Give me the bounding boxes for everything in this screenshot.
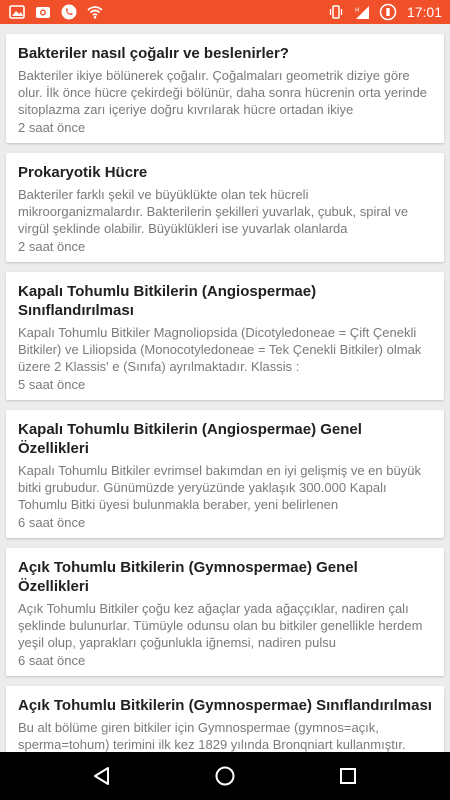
article-time: 6 saat önce: [18, 653, 86, 668]
svg-text:H: H: [354, 7, 360, 14]
article-excerpt: Bakteriler ikiye bölünerek çoğalır. Çoğalmaları geometrik diziye göre olur. İlk önce hücre çekirdeği bölünür, daha sonra hücrenin orta yerinde sitoplazma zarı içeriye doğru kıvrılarak hücre ortadan ikiye: [18, 68, 428, 117]
article-card[interactable]: [6, 153, 444, 262]
phone-icon: [60, 3, 78, 21]
camera-icon: [34, 3, 52, 21]
article-excerpt: Kapalı Tohumlu Bitkiler evrimsel bakımdan en iyi gelişmiş ve en büyük bitki grubudur. Günümüzde yeryüzünde yaklaşık 300.000 Kapalı Tohumlu Bitki üyesi bulunmakla beraber, yeni belirlenen: [18, 463, 421, 512]
article-excerpt: Açık Tohumlu Bitkiler çoğu kez ağaçlar yada ağaççıklar, nadiren çalı şeklinde bulunurlar. Tümüyle odunsu olan bu bitkiler genellikle herdem yeşil olup, yaprakları çoğunlukla iğnemsi, nadiren pulsu: [18, 601, 423, 650]
notification-icons: [8, 3, 104, 21]
article-title: Kapalı Tohumlu Bitkilerin (Angiospermae) Sınıflandırılması: [18, 283, 317, 319]
battery-icon: [379, 3, 397, 21]
article-title: Kapalı Tohumlu Bitkilerin (Angiospermae) Genel Özellikleri: [18, 421, 362, 457]
back-icon: [91, 765, 113, 787]
article-excerpt: Bakteriler farklı şekil ve büyüklükte olan tek hücreli mikroorganizmalardır. Bakterilerin şekilleri yuvarlak, çubuk, spiral ve virgül şeklinde olabilir. Büyüklükleri ise yuvarlak olanlarda: [18, 187, 409, 236]
recents-icon: [337, 765, 359, 787]
article-time: 6 saat önce: [18, 515, 86, 530]
article-title: Prokaryotik Hücre: [18, 164, 148, 181]
clock: 17:01: [406, 4, 442, 20]
article-excerpt: Kapalı Tohumlu Bitkiler Magnoliopsida (Dicotyledoneae = Çift Çenekli Bitkiler) ve Liliopsida (Monocotyledoneae = Tek Çenekli Bitkiler) olmak üzere 2 Klassis' e (Sınıfa) ayrılmaktadır. Klassis :: [18, 325, 422, 374]
article-card[interactable]: [6, 410, 444, 538]
home-button[interactable]: [201, 752, 249, 800]
signal-icon: [353, 3, 371, 21]
system-icons: [327, 3, 442, 21]
home-icon: [214, 765, 236, 787]
article-time: 5 saat önce: [18, 377, 86, 392]
status-bar: [0, 0, 450, 24]
image-icon: [8, 3, 26, 21]
article-excerpt: Bu alt bölüme giren bitkiler için Gymnospermae (gymnos=açık, sperma=tohum) terimini ilk kez 1829 yılında Bronqniart kullanmıştır.: [18, 720, 406, 752]
article-feed[interactable]: [0, 24, 450, 752]
navigation-bar: [0, 752, 450, 800]
article-card[interactable]: [6, 548, 444, 676]
article-card[interactable]: [6, 34, 444, 143]
recents-button[interactable]: [324, 752, 372, 800]
article-card[interactable]: [6, 272, 444, 400]
article-time: 2 saat önce: [18, 120, 86, 135]
article-title: Bakteriler nasıl çoğalır ve beslenirler?: [18, 45, 289, 62]
wifi-icon: [86, 3, 104, 21]
vibrate-icon: [327, 3, 345, 21]
article-time: 2 saat önce: [18, 239, 86, 254]
back-button[interactable]: [78, 752, 126, 800]
article-title: Açık Tohumlu Bitkilerin (Gymnospermae) Sınıflandırılması: [18, 697, 432, 714]
article-title: Açık Tohumlu Bitkilerin (Gymnospermae) Genel Özellikleri: [18, 559, 358, 595]
